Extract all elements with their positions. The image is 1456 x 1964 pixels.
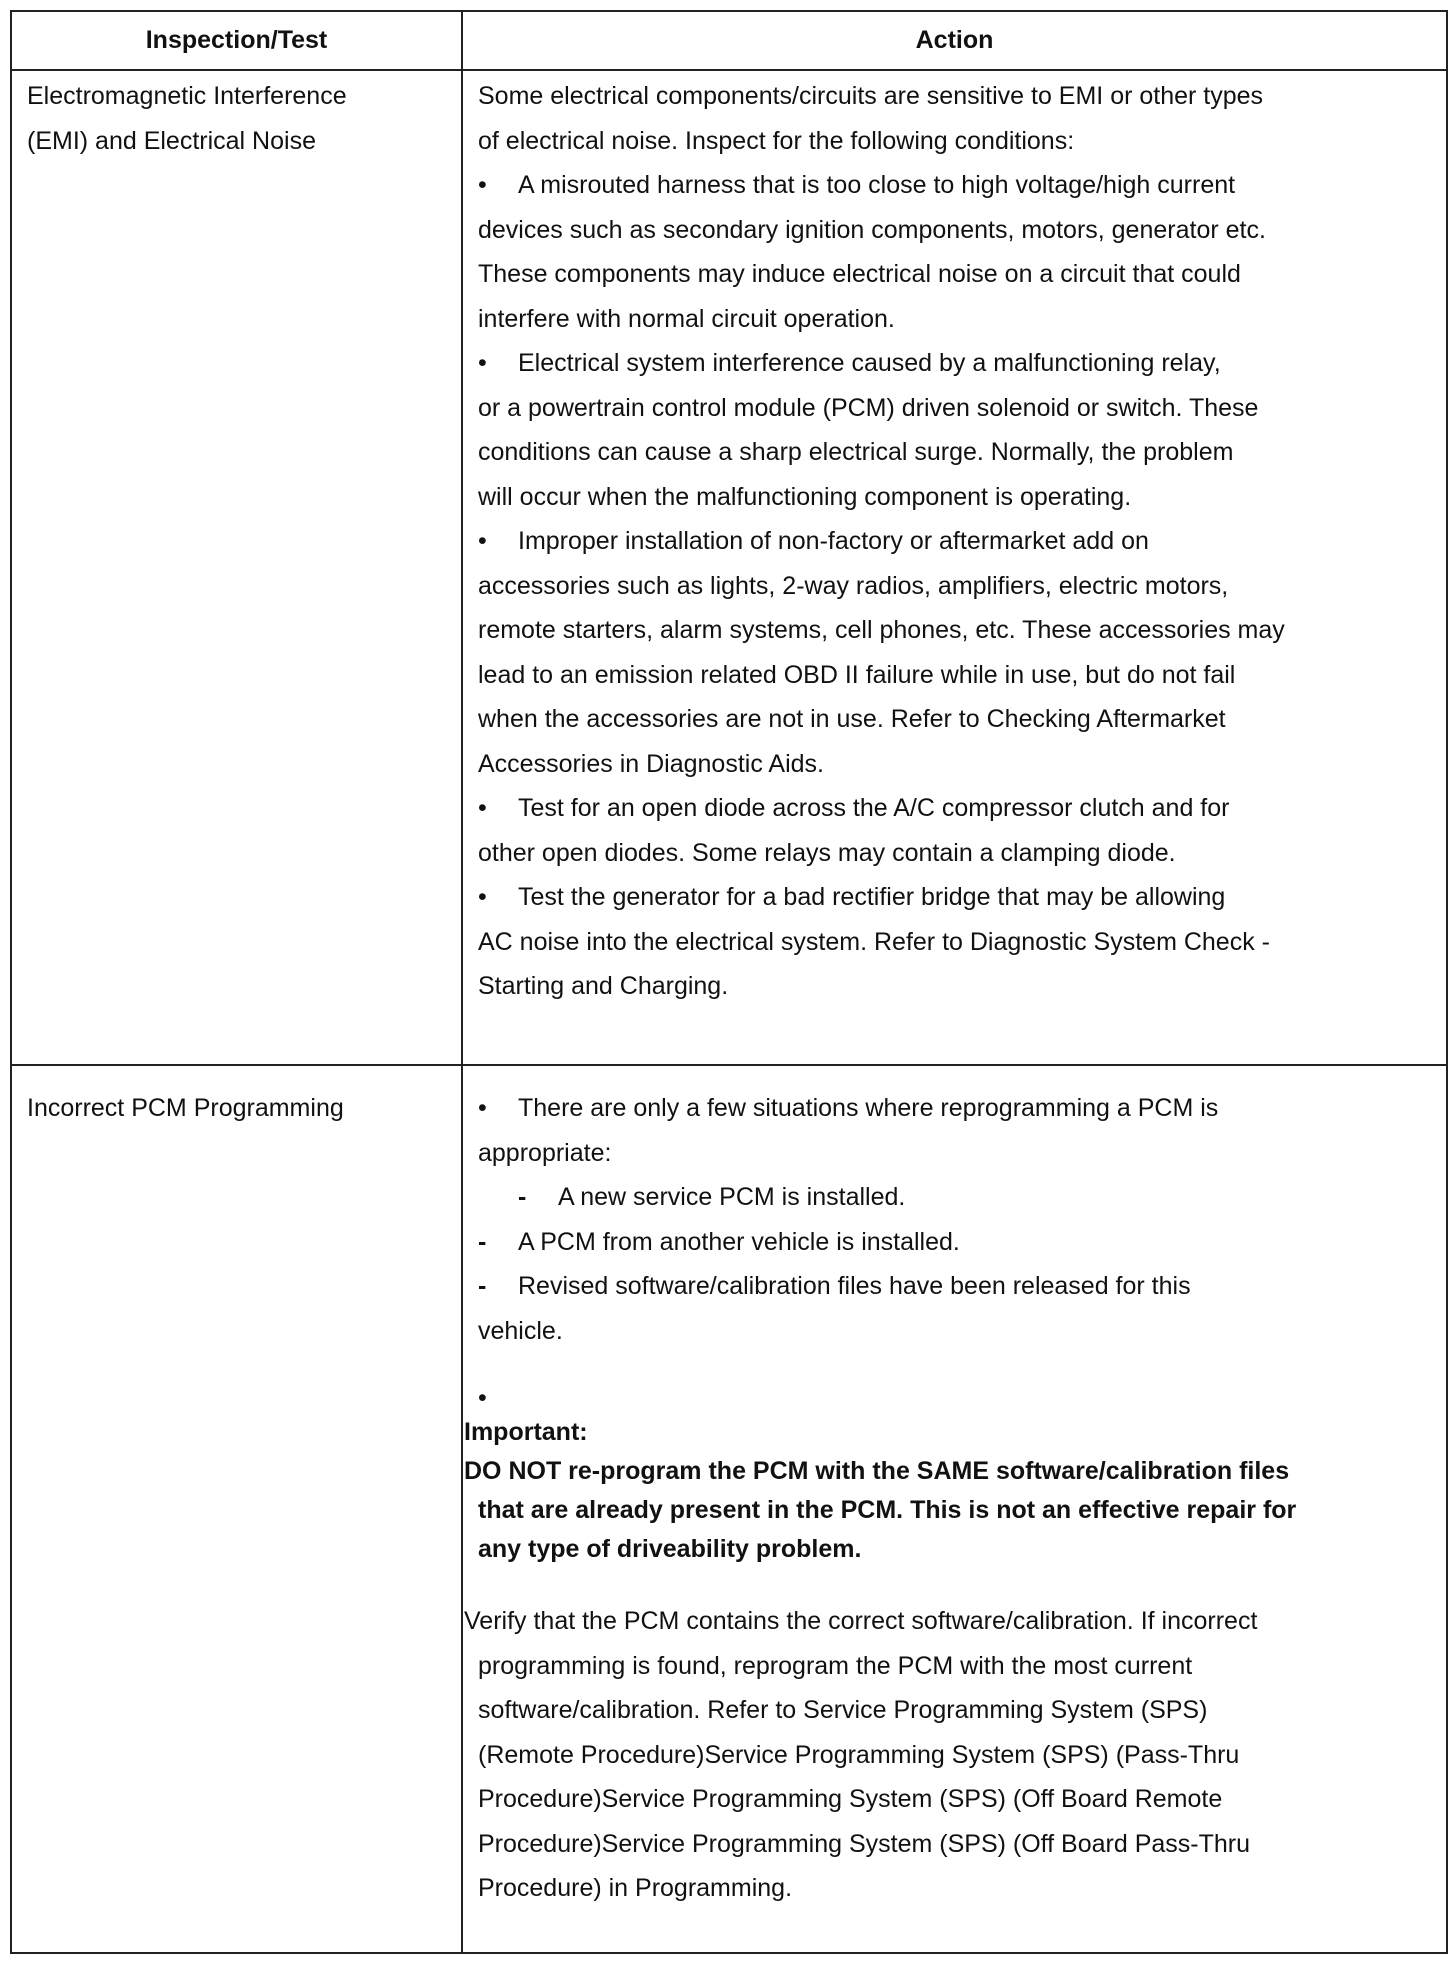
text-line: appropriate: — [478, 1138, 612, 1167]
row1-inspection — [27, 74, 447, 164]
text-line: lead to an emission related OBD II failure while in use, but do not fail — [478, 660, 1236, 689]
bullet-marker: • — [478, 1094, 487, 1122]
inspection-table — [10, 10, 1448, 1954]
text-line: (Remote Procedure)Service Programming System (SPS) (Pass-Thru — [478, 1740, 1240, 1769]
text-line: Some electrical components/circuits are sensitive to EMI or other types — [478, 82, 1264, 110]
text-line: Accessories in Diagnostic Aids. — [478, 749, 824, 778]
important-note — [464, 1413, 1418, 1569]
dash-marker: - — [518, 1183, 527, 1211]
text-line: Electromagnetic Interference — [27, 82, 347, 110]
row-divider — [12, 1064, 1446, 1066]
text-line: Starting and Charging. — [478, 972, 729, 1000]
bullet-marker: • — [478, 527, 487, 555]
text-line: AC noise into the electrical system. Refer to Diagnostic System Check - — [478, 927, 1270, 956]
text-line: software/calibration. Refer to Service Programming System (SPS) — [478, 1696, 1208, 1724]
bullet-marker: • — [478, 794, 487, 822]
text-line: Procedure)Service Programming System (SPS) (Off Board Pass-Thru — [478, 1829, 1251, 1858]
bullet-marker: • — [478, 349, 487, 377]
text-line: other open diodes. Some relays may contain a clamping diode. — [478, 838, 1176, 867]
text-line: of electrical noise. Inspect for the following conditions: — [478, 126, 1075, 155]
row2-action — [464, 1086, 1418, 1911]
text-line: accessories such as lights, 2-way radios, amplifiers, electric motors, — [478, 571, 1229, 600]
list-item: • Electrical system interference caused by a malfunctioning relay, — [478, 341, 1418, 386]
text-line: or a powertrain control module (PCM) driven solenoid or switch. These — [478, 393, 1259, 422]
list-item: • Test the generator for a bad rectifier bridge that may be allowing — [478, 875, 1418, 920]
sub-list-item: - A new service PCM is installed. — [478, 1175, 1418, 1220]
text-line: when the accessories are not in use. Refer to Checking Aftermarket — [478, 705, 1226, 733]
header-inspection-test: Inspection/Test — [145, 26, 328, 54]
list-item: • Improper installation of non-factory or aftermarket add on — [478, 519, 1418, 564]
text-line: conditions can cause a sharp electrical surge. Normally, the problem — [478, 438, 1234, 466]
important-text: DO NOT re-program the PCM with the SAME software/calibration files — [464, 1457, 1290, 1485]
text-line: programming is found, reprogram the PCM with the most current — [478, 1651, 1193, 1680]
column-divider — [461, 12, 463, 1952]
text-line: (EMI) and Electrical Noise — [27, 127, 316, 155]
bullet-marker: • — [478, 171, 487, 199]
text-line: Procedure)Service Programming System (SPS) (Off Board Remote — [478, 1785, 1223, 1813]
text-line: devices such as secondary ignition components, motors, generator etc. — [478, 215, 1266, 244]
text-line: Verify that the PCM contains the correct software/calibration. If incorrect — [464, 1607, 1258, 1635]
list-item: • Test for an open diode across the A/C compressor clutch and for — [478, 786, 1418, 831]
text-line: interfere with normal circuit operation. — [478, 304, 895, 333]
text-line: will occur when the malfunctioning component is operating. — [478, 482, 1132, 511]
header-divider — [12, 69, 1446, 71]
row1-action — [478, 74, 1418, 1009]
important-text: any type of driveability problem. — [478, 1535, 862, 1563]
list-item: • There are only a few situations where reprogramming a PCM is — [478, 1086, 1418, 1131]
important-title: Important: — [464, 1418, 588, 1446]
text-line: These components may induce electrical noise on a circuit that could — [478, 260, 1241, 288]
row2-inspection — [27, 1086, 447, 1131]
important-text: that are already present in the PCM. This is not an effective repair for — [478, 1496, 1297, 1524]
dash-marker: - — [478, 1227, 487, 1256]
text-line: Procedure) in Programming. — [478, 1874, 793, 1902]
text-line: Incorrect PCM Programming — [27, 1094, 344, 1122]
text-line: remote starters, alarm systems, cell phones, etc. These accessories may — [478, 616, 1285, 644]
sub-list-item: - Revised software/calibration files have been released for this — [478, 1264, 1418, 1309]
bullet-marker: • — [478, 883, 487, 911]
dash-marker: - — [478, 1272, 487, 1300]
bullet-marker: • — [478, 1384, 487, 1412]
list-item: • A misrouted harness that is too close to high voltage/high current — [478, 163, 1418, 208]
header-action: Action — [915, 26, 994, 54]
text-line: vehicle. — [478, 1316, 563, 1345]
sub-list-item: - A PCM from another vehicle is installed. — [478, 1220, 1418, 1265]
